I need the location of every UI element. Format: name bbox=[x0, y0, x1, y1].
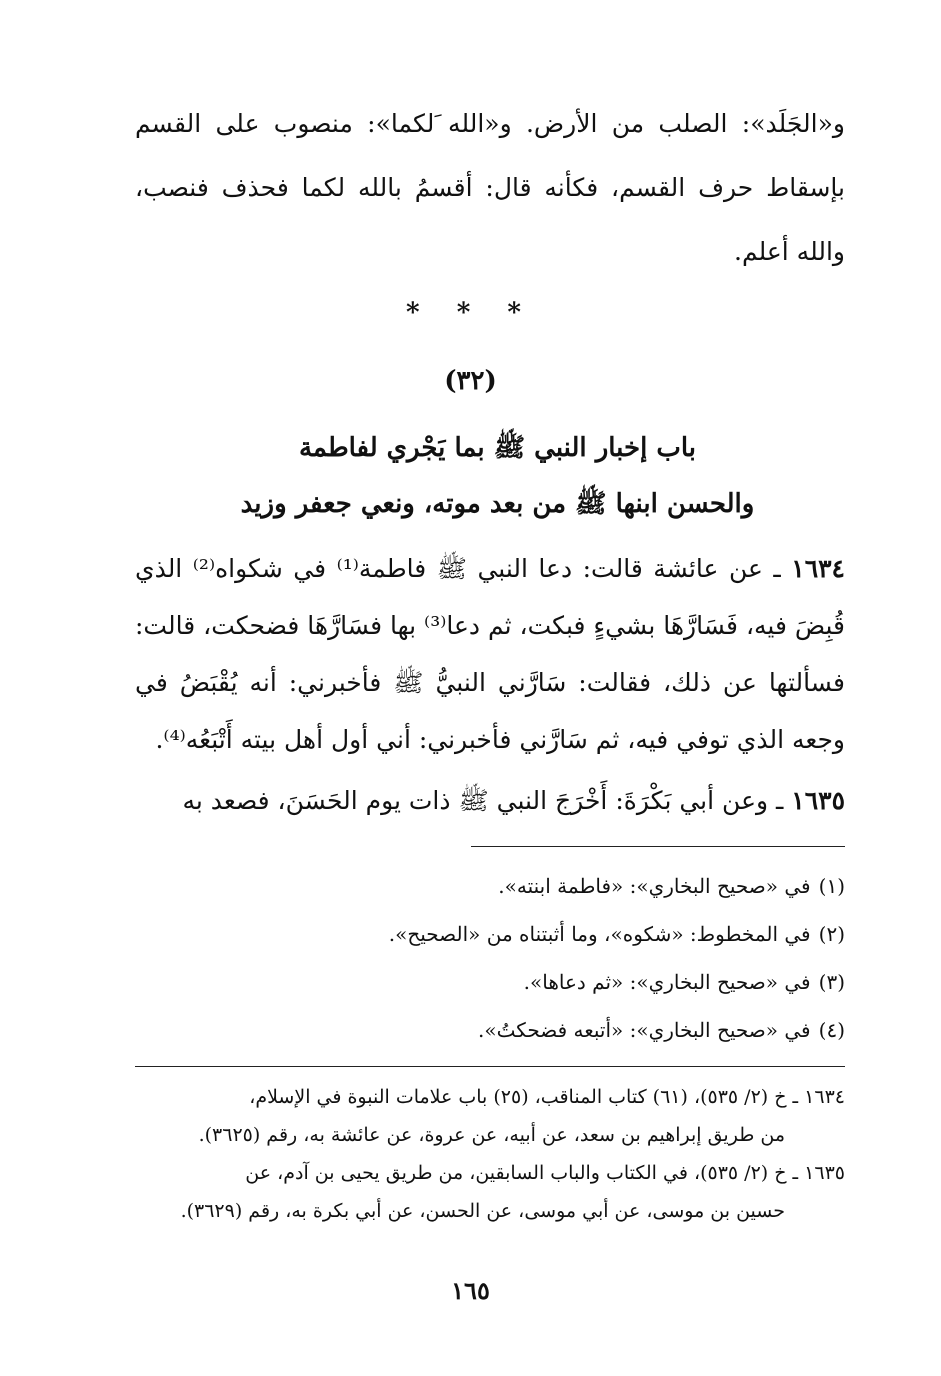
source-1635-line-1: ١٦٣٥ ـ خ (٢/ ٥٣٥)، في الكتاب والباب السابقين، من طريق يحيى بن آدم، عن bbox=[245, 1162, 845, 1184]
source-1634-line-1: ١٦٣٤ ـ خ (٢/ ٥٣٥)، (٦١) كتاب المناقب، (٢٥) باب علامات النبوة في الإسلام، bbox=[249, 1086, 845, 1108]
hadith-text-block bbox=[135, 540, 845, 829]
sources-block bbox=[135, 1078, 845, 1230]
footnote-mark: (٣) bbox=[818, 970, 845, 994]
chapter-title-line-1: باب إخبار النبي ﷺ بما يَجْري لفاطمة bbox=[298, 433, 697, 463]
footnote-text: في «صحيح البخاري»: «فاطمة ابنته». bbox=[498, 874, 811, 898]
chapter-title bbox=[150, 420, 845, 532]
footnote-text: في المخطوط: «شكوه»، وما أثبتناه من «الصحيح». bbox=[388, 922, 811, 946]
footnote-mark: (٤) bbox=[818, 1018, 845, 1042]
footnote-divider bbox=[471, 846, 845, 847]
footnote-text: في «صحيح البخاري»: «أتبعه فضحكتُ». bbox=[478, 1018, 811, 1042]
hadith-number: ١٦٣٤ bbox=[791, 554, 845, 583]
sources-divider bbox=[135, 1066, 845, 1067]
hadith-1635 bbox=[135, 772, 845, 829]
hadith-1634 bbox=[135, 540, 845, 768]
footnote-mark: (١) bbox=[818, 874, 845, 898]
footnotes-list bbox=[135, 862, 845, 1054]
page-number: ١٦٥ bbox=[451, 1276, 490, 1305]
chapter-number: (٣٢) bbox=[444, 366, 497, 396]
source-1634-line-2: من طريق إبراهيم بن سعد، عن أبيه، عن عروة، عن عائشة به، رقم (٣٦٢٥). bbox=[198, 1124, 785, 1146]
footnote-item bbox=[135, 862, 845, 910]
footnote-mark: (٢) bbox=[818, 922, 845, 946]
footnote-item bbox=[135, 1006, 845, 1054]
hadith-body: ـ وعن أبي بَكْرَةَ: أَخْرَجَ النبي ﷺ ذات يوم الحَسَنَ، فصعد به bbox=[182, 786, 792, 815]
hadith-number: ١٦٣٥ bbox=[791, 786, 845, 815]
intro-paragraph-block bbox=[135, 92, 845, 284]
intro-paragraph: و«الجَلَد»: الصلب من الأرض. و«الله َلكما»: منصوب على القسم بإسقاط حرف القسم، فكأنه قال: أقسمُ بالله لكما فحذف فنصب، والله أعلم. bbox=[135, 109, 845, 266]
source-1635-line-2: حسين بن موسى، عن أبي موسى، عن الحسن، عن أبي بكرة به، رقم (٣٦٢٩). bbox=[180, 1200, 785, 1222]
section-separator: * * * bbox=[406, 298, 535, 328]
footnote-item bbox=[135, 958, 845, 1006]
hadith-body: ـ عن عائشة قالت: دعا النبي ﷺ فاطمة⁽¹⁾ في شكواه⁽²⁾ الذي قُبِضَ فيه، فَسَارَّهَا بشيءٍ فبكت، ثم دعا⁽³⁾ بها فسَارَّهَا فضحكت، قالت: فسألتها عن ذلك، فقالت: سَارَّني النبيُّ ﷺ فأخبرني: أنه يُقْبَضُ في وجعه الذي توفي فيه، ثم سَارَّني فأخبرني: أني أول أهل بيته أَتْبَعُه⁽⁴⁾. bbox=[135, 554, 845, 754]
footnote-text: في «صحيح البخاري»: «ثم دعاها». bbox=[523, 970, 811, 994]
chapter-title-line-2: والحسن ابنها ﷺ من بعد موته، ونعي جعفر وزيد bbox=[240, 489, 755, 519]
footnote-item bbox=[135, 910, 845, 958]
